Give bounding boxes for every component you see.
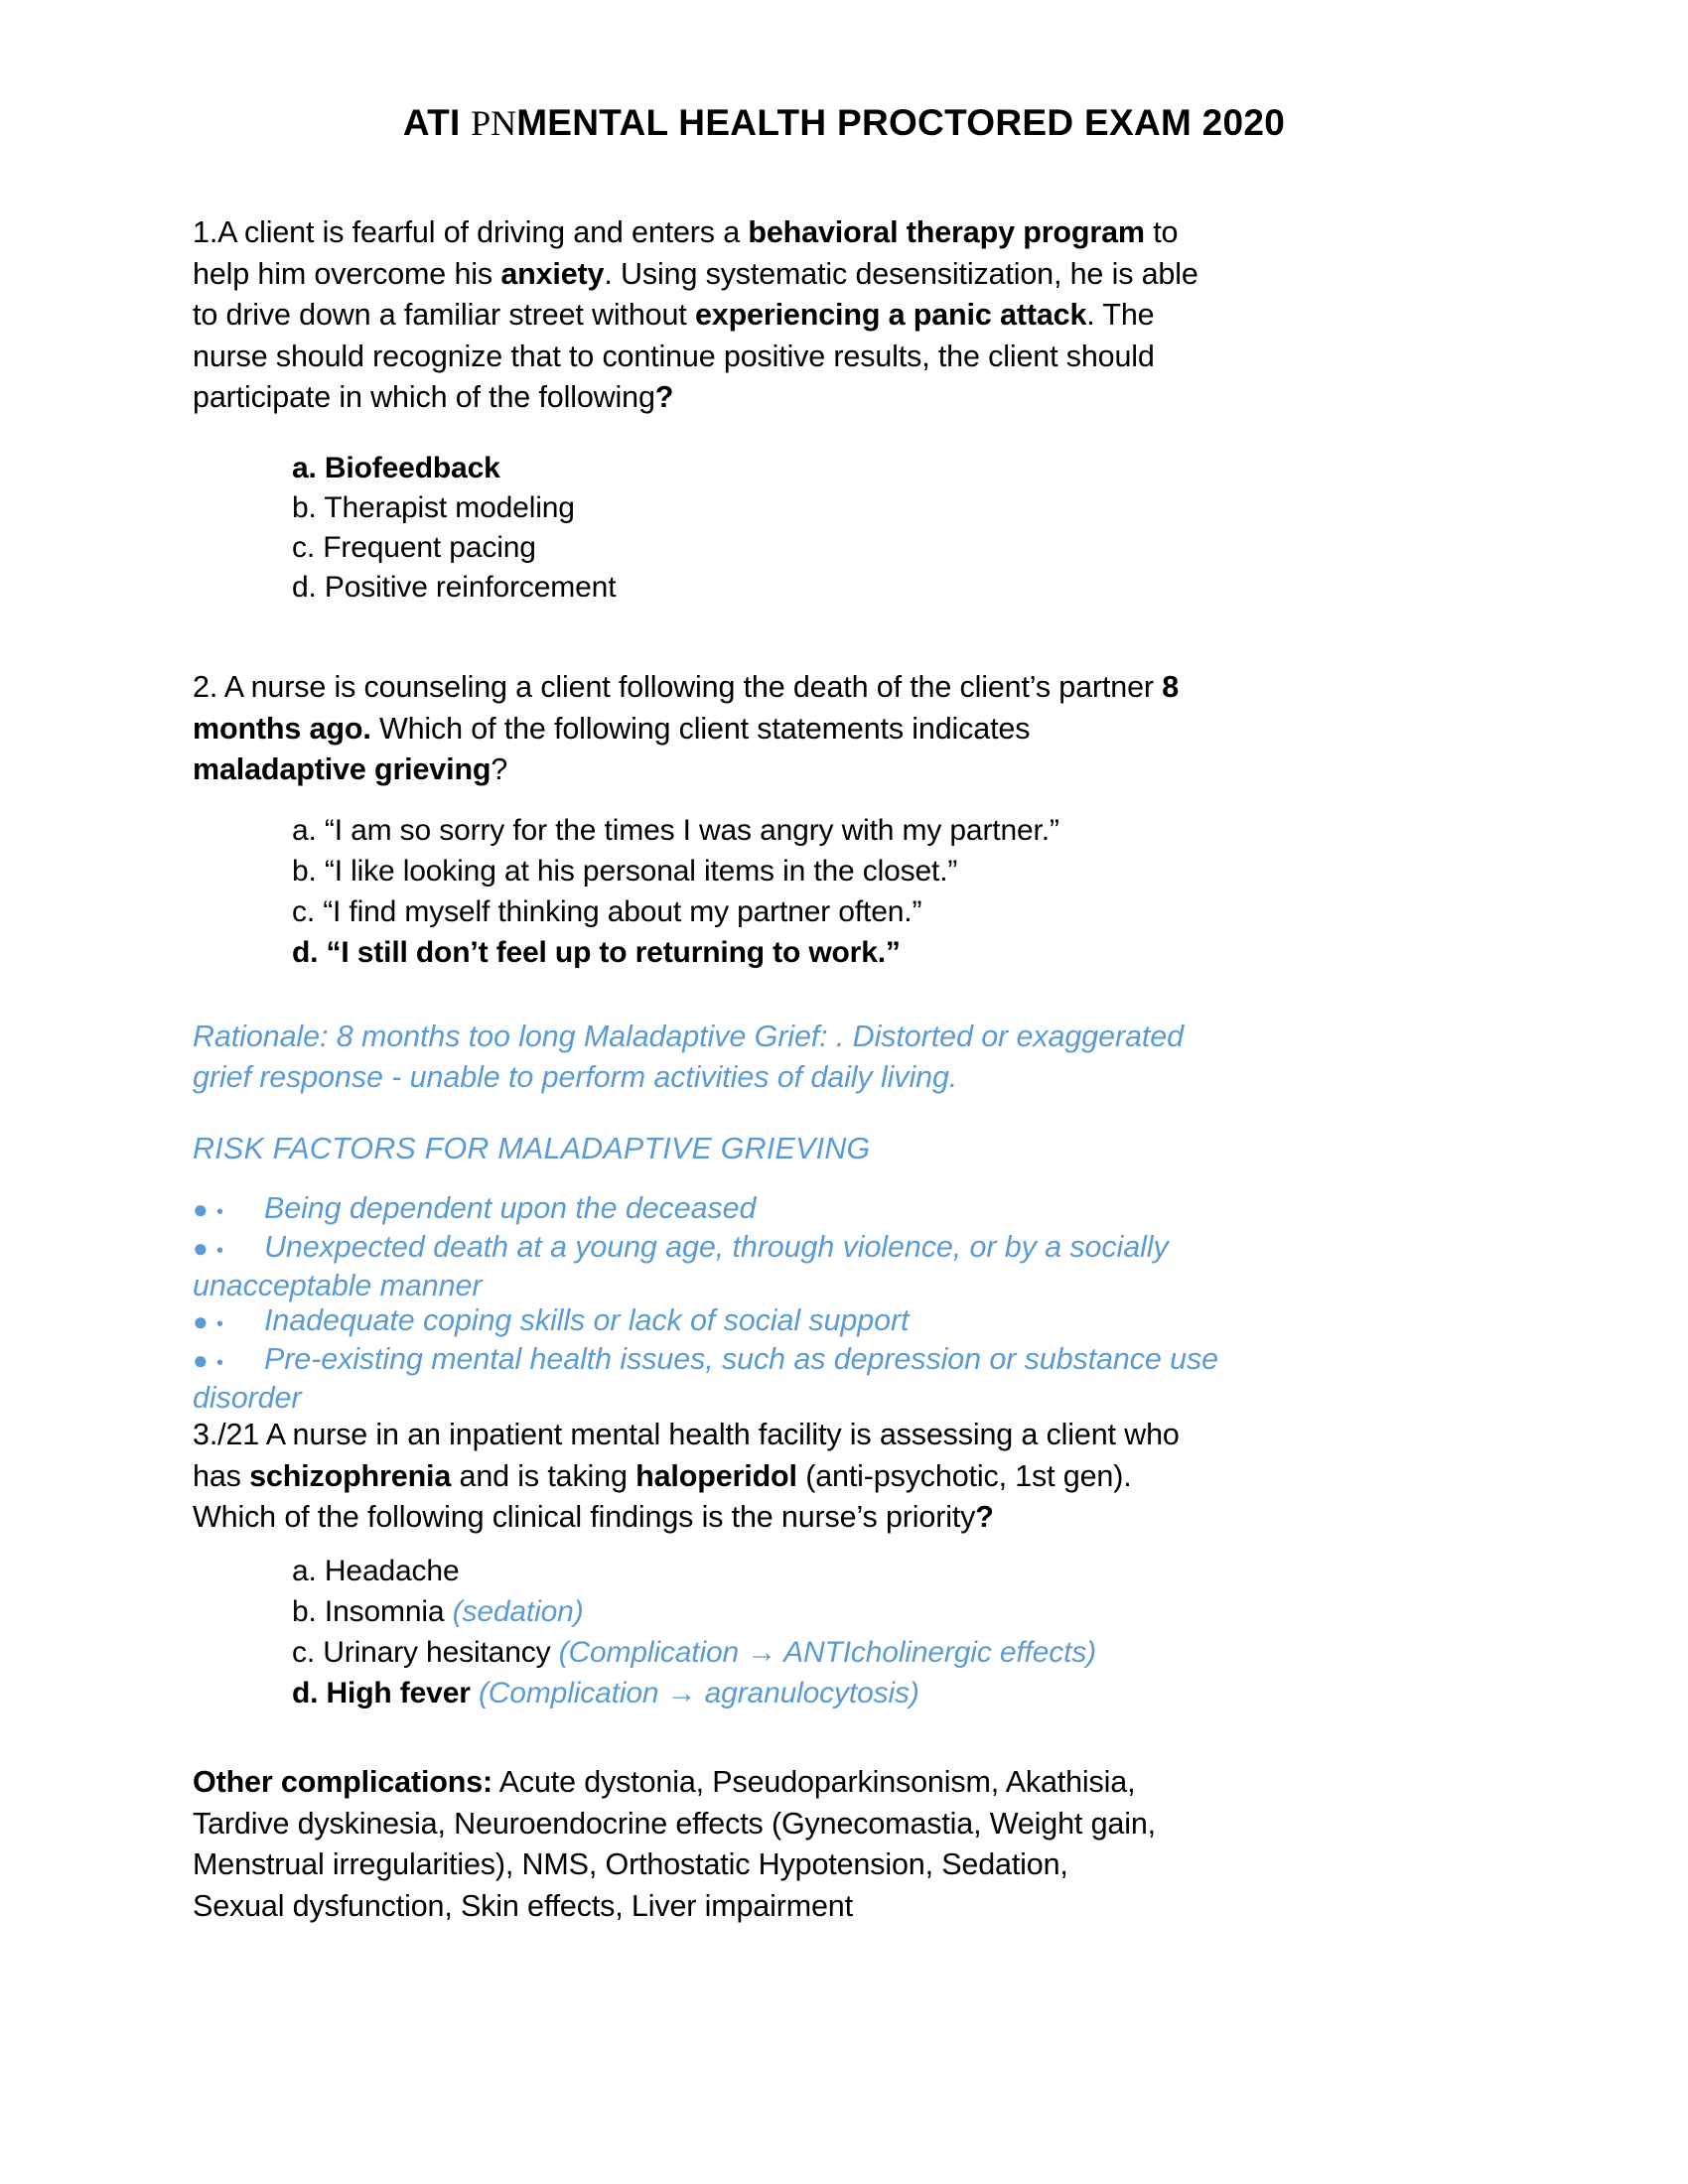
q3-choice-c-note: (Complication → ANTIcholinergic effects) [558, 1636, 1097, 1669]
q2-choice-b[interactable]: b. “I like looking at his personal items in the closet.” [292, 855, 958, 887]
q1-line-5: participate in which of the following? [193, 380, 674, 414]
question-1-stem [193, 212, 1483, 419]
q1-line-2: help him overcome his anxiety. Using systematic desensitization, he is able [193, 256, 1198, 291]
question-1-choices [193, 449, 1483, 608]
q3-choice-d-answer: High fever [326, 1677, 471, 1709]
q2-line-2: months ago. Which of the following client statements indicates [193, 711, 1031, 746]
q1-choice-a[interactable]: a. Biofeedback [292, 452, 500, 484]
title-part-pn: PN [471, 103, 517, 143]
rationale-line-1: Rationale: 8 months too long Maladaptive Grief: . Distorted or exaggerated [193, 1020, 1184, 1053]
q3-choice-c[interactable]: c. Urinary hesitancy (Complication → ANTIcholinergic effects) [292, 1636, 1097, 1669]
risk-factor-item [193, 1342, 1483, 1381]
q3-line-3: Which of the following clinical findings is the nurse’s priority? [193, 1500, 994, 1534]
risk-factor-text: Pre-existing mental health issues, such as depression or substance use [264, 1342, 1219, 1376]
risk-factors-heading: RISK FACTORS FOR MALADAPTIVE GRIEVING [193, 1132, 871, 1165]
q1-choice-b[interactable]: b. Therapist modeling [292, 491, 575, 524]
q3-choice-a[interactable]: a. Headache [292, 1555, 460, 1587]
other-complications-line-1: Other complications: Acute dystonia, Pseudoparkinsonism, Akathisia, [193, 1765, 1136, 1799]
q3-choice-b[interactable]: b. Insomnia (sedation) [292, 1595, 584, 1628]
title-part-ati: ATI [402, 102, 472, 143]
risk-factor-text-cont: disorder [193, 1381, 302, 1415]
title-part-rest: MENTAL HEALTH PROCTORED EXAM 2020 [516, 102, 1286, 143]
other-complications-line-4: Sexual dysfunction, Skin effects, Liver impairment [193, 1888, 853, 1923]
q1-choice-d[interactable]: d. Positive reinforcement [292, 571, 617, 604]
bullet-icon: ● • [193, 1194, 223, 1224]
risk-factor-text: Inadequate coping skills or lack of social support [264, 1303, 910, 1337]
bullet-icon: ● • [193, 1345, 223, 1375]
other-complications-label: Other complications: [193, 1765, 493, 1799]
risk-factor-item [193, 1191, 1483, 1230]
q3-choice-d[interactable]: d. High fever (Complication → agranulocytosis) [292, 1677, 919, 1709]
q2-choice-c[interactable]: c. “I find myself thinking about my partner often.” [292, 895, 922, 928]
q1-choice-c[interactable]: c. Frequent pacing [292, 531, 536, 564]
risk-factor-item [193, 1230, 1483, 1269]
question-2-stem [193, 667, 1483, 791]
q2-line-3: maladaptive grieving? [193, 752, 508, 786]
question-3-stem [193, 1415, 1483, 1539]
rationale-line-2: grief response - unable to perform activities of daily living. [193, 1060, 958, 1094]
risk-factor-text: Being dependent upon the deceased [264, 1191, 757, 1225]
bullet-icon: ● • [193, 1306, 223, 1336]
other-complications-line-2: Tardive dyskinesia, Neuroendocrine effects (Gynecomastia, Weight gain, [193, 1806, 1156, 1841]
question-2-choices [193, 810, 1483, 973]
risk-factors-list [193, 1191, 1483, 1416]
q2-choice-a[interactable]: a. “I am so sorry for the times I was angry with my partner.” [292, 814, 1059, 847]
q3-choice-d-note [471, 1677, 479, 1709]
other-complications-line-3: Menstrual irregularities), NMS, Orthostatic Hypotension, Sedation, [193, 1847, 1068, 1881]
risk-factor-text-cont: unacceptable manner [193, 1269, 483, 1302]
q3-line-1: 3./21 A nurse in an inpatient mental health facility is assessing a client who [193, 1418, 1180, 1451]
q1-line-3: to drive down a familiar street without experiencing a panic attack. The [193, 298, 1155, 332]
other-complications [193, 1762, 1483, 1927]
q1-line-4: nurse should recognize that to continue positive results, the client should [193, 339, 1155, 373]
risk-factor-text: Unexpected death at a young age, through violence, or by a socially [264, 1230, 1169, 1264]
q2-choice-d[interactable]: d. “I still don’t feel up to returning to work.” [292, 936, 901, 969]
bullet-icon: ● • [193, 1233, 223, 1263]
q3-line-2: has schizophrenia and is taking haloperidol (anti-psychotic, 1st gen). [193, 1458, 1132, 1493]
q2-line-1: 2. A nurse is counseling a client following the death of the client’s partner 8 [193, 670, 1180, 704]
question-2-rationale [193, 1017, 1483, 1098]
question-3-choices [193, 1551, 1483, 1713]
page-title [0, 102, 1688, 144]
q3-choice-b-note: (sedation) [452, 1595, 584, 1628]
risk-factor-item [193, 1303, 1483, 1342]
q1-line-1: 1.A client is fearful of driving and enters a behavioral therapy program to [193, 215, 1179, 249]
